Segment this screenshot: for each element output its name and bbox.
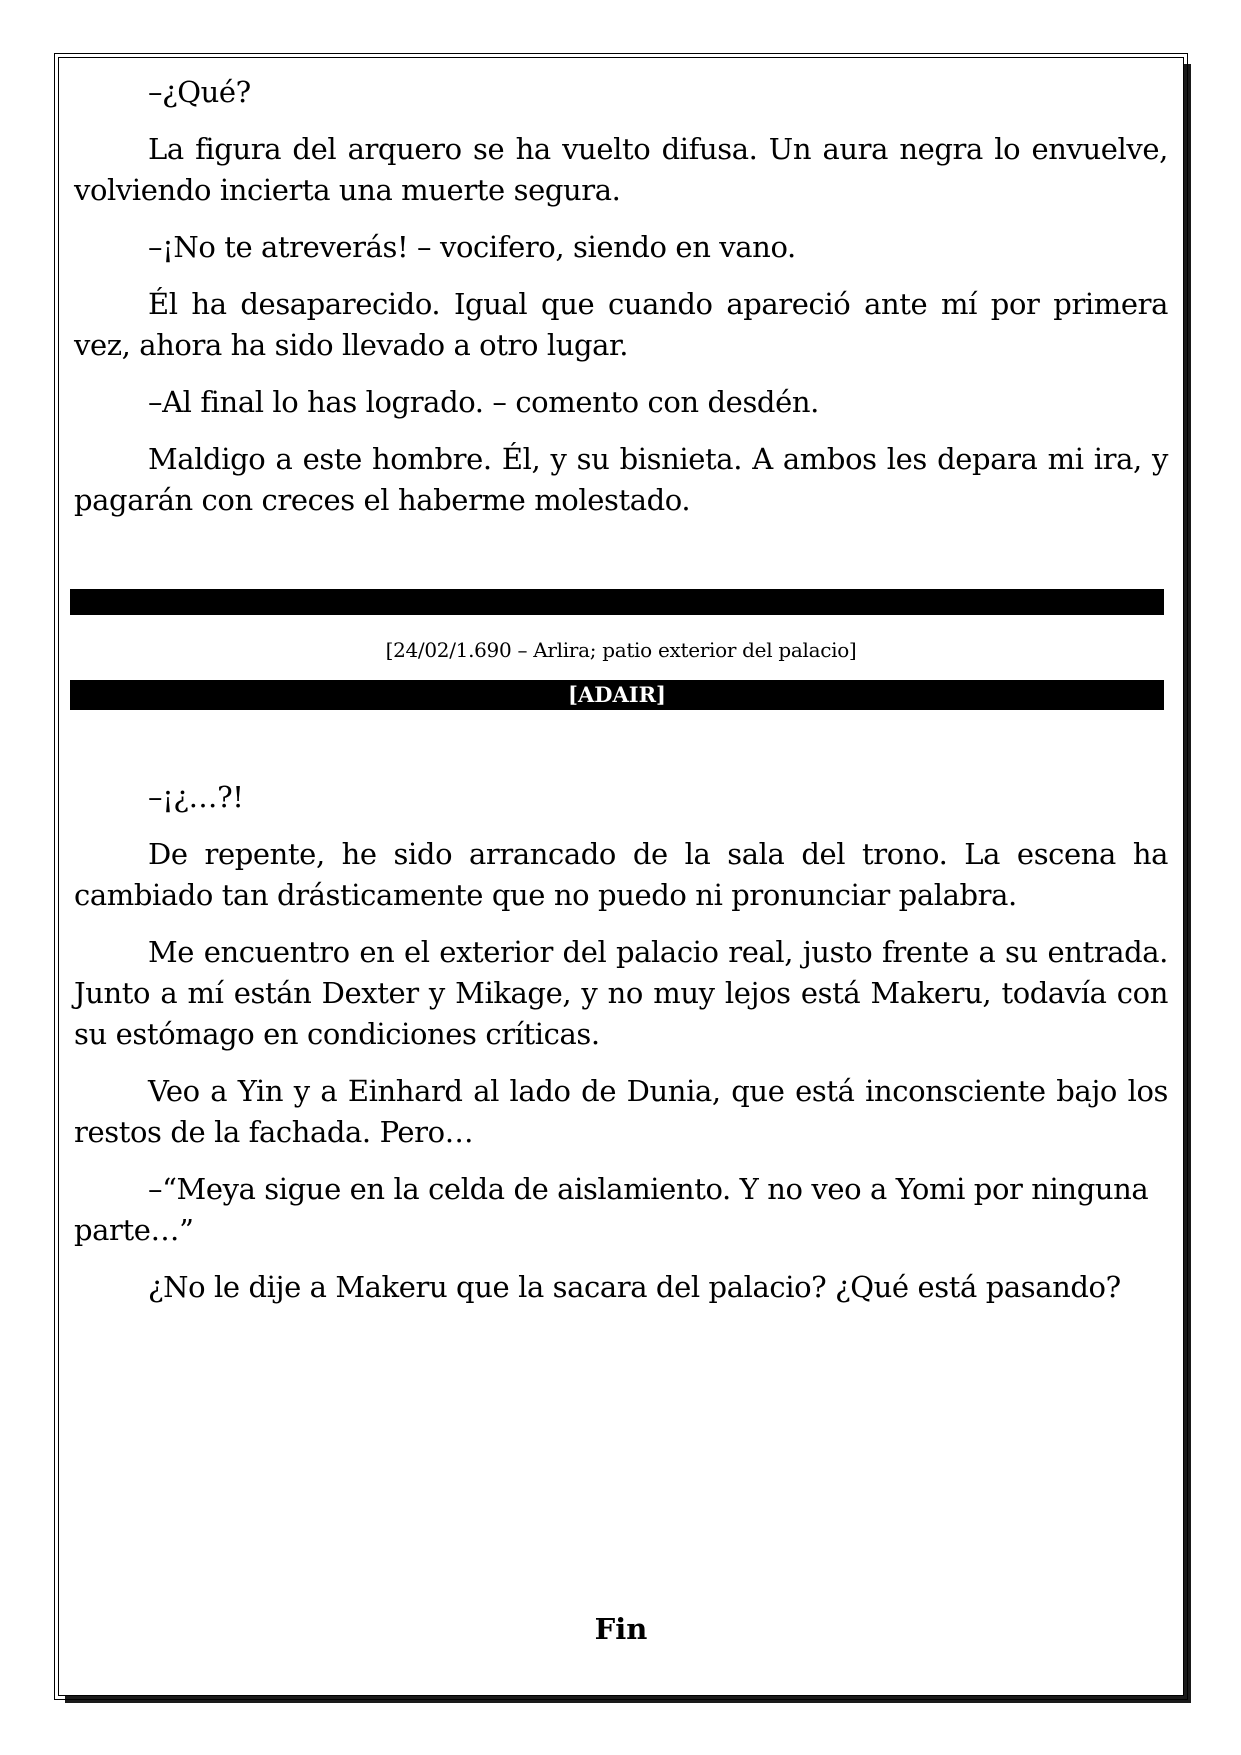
end-label: Fin [594,1612,648,1646]
paragraph: La figura del arquero se ha vuelto difusa. Un aura negra lo envuelve, volviendo incierta una muerte segura. [74,132,1168,207]
paragraph: –“Meya sigue en la celda de aislamiento. Y no veo a Yomi por ninguna parte…” [74,1172,1149,1247]
paragraph: ¿No le dije a Makeru que la sacara del palacio? ¿Qué está pasando? [148,1270,1121,1304]
paragraph: Veo a Yin y a Einhard al lado de Dunia, que está inconsciente bajo los restos de la fachada. Pero… [74,1074,1168,1149]
page-content [74,72,1168,1695]
paragraph: De repente, he sido arrancado de la sala del trono. La escena ha cambiado tan drásticamente que no puedo ni pronunciar palabra. [74,837,1168,912]
scene-header: [24/02/1.690 – Arlira; patio exterior del palacio] [385,638,857,662]
paragraph: –¡¿…?! [148,780,244,814]
paragraph: Él ha desaparecido. Igual que cuando apareció ante mí por primera vez, ahora ha sido llevado a otro lugar. [74,287,1168,362]
paragraph: –¡No te atreverás! – vocifero, siendo en vano. [148,230,796,264]
paragraph: Me encuentro en el exterior del palacio real, justo frente a su entrada. Junto a mí están Dexter y Mikage, y no muy lejos está Makeru, todavía con su estómago en condiciones críticas. [74,935,1168,1051]
section-one [74,72,1168,521]
paragraph: –¿Qué? [148,75,251,109]
paragraph: Maldigo a este hombre. Él, y su bisnieta. A ambos les depara mi ira, y pagarán con creces el haberme molestado. [74,442,1168,517]
page-frame [58,57,1184,1696]
paragraph: –Al final lo has logrado. – comento con desdén. [148,385,819,419]
scene-separator-bar [70,589,1164,615]
section-two [74,777,1168,1324]
pov-label: [ADAIR] [70,680,1164,710]
